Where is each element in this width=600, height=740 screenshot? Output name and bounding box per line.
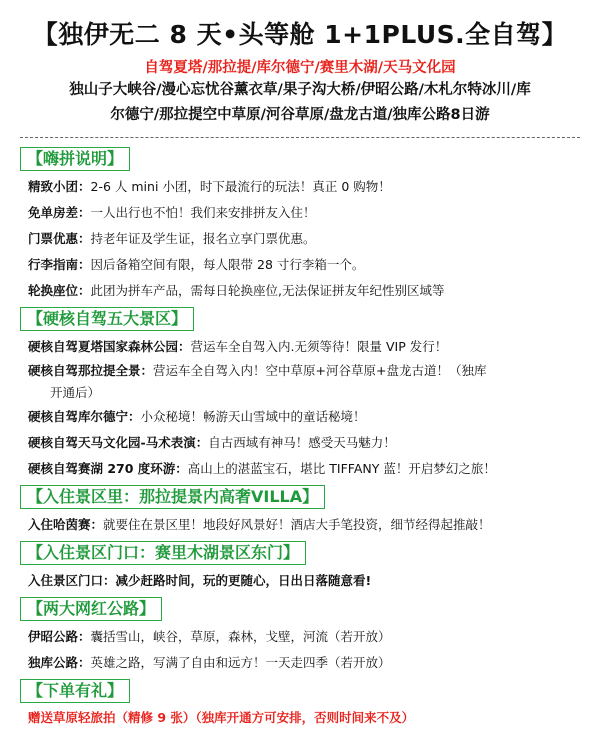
route-highlights-red: 自驾夏塔/那拉提/库尔德宁/赛里木湖/天马文化园 <box>144 60 456 76</box>
list-item <box>20 226 580 252</box>
dashed-divider <box>20 137 580 138</box>
item-text: 自古西域有神马！感受天马魅力！ <box>208 435 396 450</box>
section-heading-villa: 【入住景区里：那拉提景内高奢VILLA】 <box>20 485 325 509</box>
list-item <box>20 568 580 594</box>
section-heading-intro: 【嗨拼说明】 <box>20 147 130 171</box>
list-item <box>20 512 580 538</box>
list-item <box>20 650 580 676</box>
section-heading-scenic-areas: 【硬核自驾五大景区】 <box>20 307 194 331</box>
item-text: 2-6 人 mini 小团，时下最流行的玩法！真正 0 购物！ <box>90 179 391 194</box>
list-item <box>20 456 580 482</box>
item-text: 囊括雪山，峡谷，草原，森林，戈壁，河流（若开放） <box>90 629 391 644</box>
list-item <box>20 334 580 360</box>
item-label: 硬核自驾夏塔国家森林公园： <box>28 339 191 354</box>
item-label: 入住哈茵赛： <box>28 517 104 532</box>
list-item <box>20 624 580 650</box>
item-text: 高山上的湛蓝宝石，堪比 TIFFANY 蓝！开启梦幻之旅！ <box>187 461 496 476</box>
item-label: 入住景区门口： <box>28 573 116 588</box>
item-label: 精致小团： <box>28 179 91 194</box>
section-heading-gift: 【下单有礼】 <box>20 679 130 703</box>
item-text: 减少赶路时间，玩的更随心，日出日落随意看! <box>115 573 372 588</box>
route-line-1: 独山子大峡谷/漫心忘忧谷薰衣草/果子沟大桥/伊昭公路/木札尔特冰川/库 <box>69 82 531 98</box>
item-label: 硬核自驾赛湖 270 度环游： <box>28 461 188 476</box>
gift-text: 赠送草原轻旅拍（精修 9 张）（独库开通方可安排，否则时间来不及） <box>28 710 415 725</box>
item-text: 一人出行也不怕！我们来安排拼友入住！ <box>90 205 316 220</box>
list-item <box>20 360 580 382</box>
item-text: 小众秘境！畅游天山雪域中的童话秘境！ <box>140 409 366 424</box>
page <box>0 18 600 740</box>
item-text: 英雄之路，写满了自由和远方！一天走四季（若开放） <box>90 655 391 670</box>
item-label: 伊昭公路： <box>28 629 91 644</box>
item-label: 行李指南： <box>28 257 91 272</box>
route-line-2: 尔德宁/那拉提空中草原/河谷草原/盘龙古道/独库公路8日游 <box>110 107 490 123</box>
item-label: 独库公路： <box>28 655 91 670</box>
section-heading-lake-gate: 【入住景区门口：赛里木湖景区东门】 <box>20 541 306 565</box>
item-text: 因后备箱空间有限，每人限带 28 寸行李箱一个。 <box>90 257 365 272</box>
section-heading-roads: 【两大网红公路】 <box>20 597 162 621</box>
item-text: 营运车全自驾入内！空中草原+河谷草原+盘龙古道！（独库 <box>153 363 487 378</box>
item-label: 硬核自驾那拉提全景： <box>28 363 154 378</box>
page-title: 【独伊无二 8 天•头等舱 1+1PLUS.全自驾】 <box>32 20 568 49</box>
item-text: 此团为拼车产品，需每日轮换座位,无法保证拼友年纪性别区域等 <box>90 283 445 298</box>
item-label: 轮换座位： <box>28 283 91 298</box>
item-label: 硬核自驾库尔德宁： <box>28 409 141 424</box>
item-label: 免单房差： <box>28 205 91 220</box>
item-text: 持老年证及学生证，报名立享门票优惠。 <box>90 231 316 246</box>
list-item <box>20 278 580 304</box>
item-label: 硬核自驾天马文化园-马术表演： <box>28 435 209 450</box>
list-item <box>20 252 580 278</box>
item-text: 就要住在景区里！地段好风景好！酒店大手笔投资，细节经得起推敲！ <box>103 517 491 532</box>
item-text: 营运车全自驾入内.无须等待！限量 VIP 发行！ <box>190 339 448 354</box>
list-item <box>20 174 580 200</box>
list-item <box>20 430 580 456</box>
list-item <box>20 200 580 226</box>
item-label: 门票优惠： <box>28 231 91 246</box>
list-item-continuation: 开通后） <box>50 385 101 400</box>
list-item <box>20 404 580 430</box>
